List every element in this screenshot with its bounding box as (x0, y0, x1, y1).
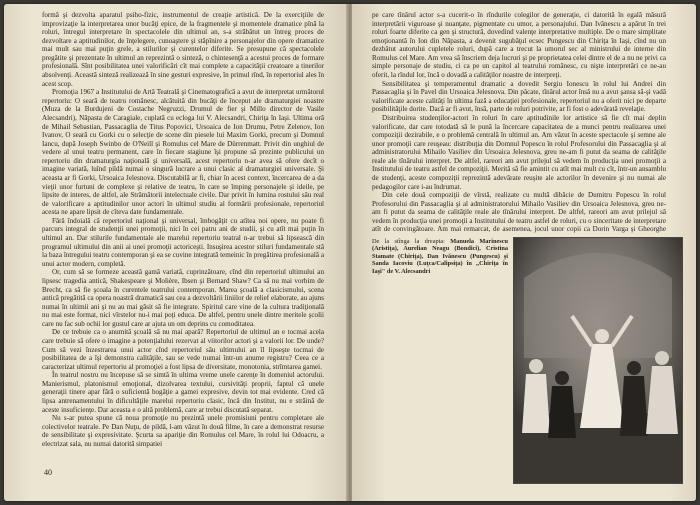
book-spread (4, 4, 696, 501)
paragraph: Nu s-ar putea spune că noua promoţie nu prezintă unele promisiuni pentru completare ale colectivelor teatrale. Pe Dan Nuţu, de pildă, l-am văzut în două filme, în care a demonstrat resurse de sensibilitate şi expresivitate. Şcurta sa apariţie din Romulus cel Mare, în rolul lui Odoacru, a electrizat sala, nu numai datorită simpatiei (42, 414, 324, 448)
left-page (4, 4, 348, 501)
stage-photo (513, 237, 683, 484)
paragraph: Or, cum să se formeze această gamă variată, cuprinzătoare, cînd din repertoriul ultimului an lipsesc tragedia antică, Shakespeare şi Molière, Ibsen şi Bernard Shaw? Ca să nu mai vorbim de Brecht, ca să fie şcoala în curentele teatrului contemporan. Marea şcoală a clasicismului, scena antică pregătită ca opera noastră dramatică sau cea a dezvoltării liniilor de relief elaborate, au ajuns numai în ultimii ani şi nu au mai găsit să fie integrate. Spiritul care vine de la cultura tradiţională nu mai este format, nici vîrstelor nu-i mai poţi educa. De altfel, pentru unele dintre meritele şcolii care nu fac sub ochii lor gustul care ar ajuta un om deprins cu comoditatea. (42, 268, 324, 328)
caption-lead: De la stînga la dreapta: (372, 238, 445, 245)
page-number: 40 (44, 468, 52, 477)
paragraph: Din cele două compoziţii de vîrstă, realizate cu multă dibăcie de Dumitru Popescu în rolul Profesorului din Passacaglia şi al administratorului Mihailo Vasiliev din Ursoaica Jelesnova, greu ne-am fi putut da seama de calităţile reale ale tînărului interpret. De altfel, rareori am avut prilejul să vedem în producţia unei promoţii a Institutului de teatru astfel de roluri, cu o sinceritate de interpretare atît de convingătoare. Am mai remarcat, de asemenea, jocul unor copii ca Dorin Varga şi Gheorghe (372, 191, 666, 233)
right-page (352, 4, 696, 501)
caption-names: Manuela Marinescu (Aristiţa), Aurelian Neagu (Bondici), Cristina Stamate (Chiriţa), Dan Ivănescu (Pungescu) şi Sanda Iacoviu (Luţca/Calipsiţa) în ,,Chiriţa în Iaşi" de V. Alecsandri (372, 238, 508, 275)
left-page-text (42, 11, 324, 448)
paragraph: De ce trebuie ca o anumită şcoală să nu mai apară? Repertoriul de ultimul an e tocmai acela care trebuie să ofere o imagine a potenţialului rezervat al viitorilor actori şi a valorii lor. De unde? Cum să vezi înzestrarea unui actor cînd repertoriul său ultimului an îl lipseşte tocmai de posibilitatea de a îşi demonstra calităţile, sau se vede numai într-un anume registru? Ceea ce a caracterizat ultimul repertoriu al promoţiei a fost lipsa de diversitate, monotonia, strîmtarea gamei. (42, 328, 324, 371)
paragraph: Promoţia 1967 a Institutului de Artă Teatrală şi Cinematografică a avut de interpretat următorul repertoriu: O seară de teatru românesc, alcătuită din bucăţi de început ale dramaturgiei noastre (Muza de la Burdujeni de Costache Negruzzi, Drumul de fier şi Millo director de Vasile Alecsandri), Năpasta de Caragiale, cuplată cu ecloga lui V. Alecsandri, Chiriţa în Iaşi. Ultima oră de Mihail Sebastian, Passacaglia de Titus Popovici, Ursoaica de Ion Drumu, Petre Zelenov, Ion Ivanov, O seară cu Gorki cu o selecţie de scene din piesele lui Maxim Gorki, precum şi Domnul Iancu, după Joseph Swinbo de O'Neill şi Romulus cel Mare de Dürrenmatt. Privit din unghiul de vedere al unui teatru permanent, care în fiecare stagiune îşi propune să prezinte publicului un repertoriu din dramaturgia naţională şi universală, acest repertoriu n-ar avea să ofere decît o imagine variată, luînd pildă numai o singură lucrare a unui clasic al dramaturgiei universale. Şi aceasta ar fi Gorki, Ursoaica Jelesnova. Discutabilă ar fi, chiar în acest context, încercarea de a da vieţii unor furtuni de complexe şi relative de teatru, în care se împing personajele şi ideile, pe lipsite de interes, de altfel, ale Strămătorii intelectuale civile. Dar privit în lumina rostului său real de valorificare a aptitudinilor unor actori în ultimul studiu al formării profesionale, repertoriul acesta ne apare lipsit de cîteva date fundamentale. (42, 88, 324, 217)
stage-photo-image (514, 238, 682, 483)
right-page-text (372, 11, 666, 233)
paragraph: În teatrul nostru nu începuse să se simtă în ultima vreme unele carenţe în domeniul actorului. Manierismul, platonismul emoţional, dizolvarea textului, cursivităţi proprii, faptul că unele generaţii tinere apar fără o suficientă bogăţie a gamei expresive, devin tot mai evidente. Cred că lipsa antrenamentului în dificultăţile marelui repertoriu clasic, încă din Institut, nu e străină de aceste insuficienţe. Dar aceasta e o altă problemă, care ar trebui discutată separat. (42, 371, 324, 414)
paragraph: Fără îndoială că repertoriul naţional şi universal, îmbogăţit cu atîtea noi opere, nu poate fi parcurs integral de studenţii unei promoţii, nici în cei patru ani de studii, şi cu atît mai puţin în ultimul an. Dar stilurile fundamentale ale marelui repertoriu teatral n-ar trebui să lipsească din programul ultimului din anii ai unei promoţii actoriceşti. Insuşirea acestor stiluri fundamentale stă la baza întregului teatru contemporan şi ea se cuvine integrată temeinic în pregătirea profesională a unui actor modern, completă. (42, 216, 324, 268)
paragraph: Distribuirea studenţilor-actori în roluri în care aptitudinile lor artistice să fie cît mai deplin valorificate, dar care totodată să le pună la încercare capacitatea de a munci pentru realizarea unei compoziţii dezirabile, e o problemă centrală în ultimul an. Am văzut în aceste spectacole şi semne ale unor promoţii care reuşeau: distribuţia din Domnul Popescu în rolul Profesorului din Passacaglia şi al administratorului Mihailo Vasiliev din Ursoaica Jelesnova, greu ne-am fi putut da seama de calităţile reale ale tînărului interpret. De altfel, rareori am avut prilejul să vedem în producţia unei promoţii a Institutului de teatru astfel de compoziţii. Merită să fie amintit cu atît mai mult cu cît, într-un ansamblu de studenţi, aceste compoziţii reprezintă adevărate reuşite ale actorilor în devenire şi nu numai ale pedagogilor care i-au îndrumat. (372, 113, 666, 191)
paragraph: pe care tînărul actor s-a cucerit-o în rîndurile colegilor de generaţie, ci datorită în egală măsură interpretării viguroase şi nuanţate, pigmentate cu umor, a personajului. Dan Ivănescu a apărut în trei roluri foarte diferite ca gen şi structură, dovedind valenţe interpretative multiple. De o mare simplitate emoţionantă în Ion din Năpasta, a devenit sugubăţul ecsec Pungescu din Chiriţa în Iaşi, cînd nu un dezbătut autorului cupletele roluri, după care a trecut la umorul sec al ministrului de interne din Romulus cel Mare. Am vrea să înscriem deja lucruri şi pe proprietatea celei dintre el de a nu ne privi ca simple personaje de studiu, ci ca pe un capitol al teatrului românesc, cu nişte interpretări ce ne-au oferit, la rîndul lor, încă o dovadă a calităţilor noastre de interpreţi. (372, 11, 666, 80)
photo-caption (372, 238, 508, 275)
paragraph: Sensibilitatea şi temperamentul dramatic a dovedit Sergiu Ionescu în rolul lui Andrei din Passacaglia şi în Pavel din Ursoaica Jelesnova. Din păcate, tînărul actor însă nu a avut şansa să-şi vadă valorificate aceste calităţi în ultima fază a educaţiei profesionale, repertoriul nu a oferit nici pe departe posibilităţile dorite. Dacă ar fi avut, însă, parte de roluri potrivite, ar fi fost o adevărată revelaţie. (372, 79, 666, 114)
paragraph: formă şi dezvolta aparatul psiho-fizic, instrumentul de creaţie artistică. De la exerciţiile de improvizaţie la interpretarea unor bucăţi epice, de la fragmentele şi momentele dramatice pînă la roluri, întregul interpretare în spectacolele din ultimul an, s-a străbătut un întreg proces de dezvoltare a aptitudinilor, de înţelegere, cunoaştere şi stăpînire a personajelor din opere dramatice mai mult sau mai puţin grele, a stilurilor şi curentelor diferite. Se presupune că spectacolele pregătite şi prezentate în ultimul an reprezintă o sinteză, o chintesenţă a acestui proces de formare profesională. Sînt posibilitatea unei valorificări cît mai complete a capacităţii creatoare a tinerilor absolvenţi. Această sinteză realizează în sine gesturi expresive, în primul rînd, în repertoriul ales în acest scop. (42, 11, 324, 88)
